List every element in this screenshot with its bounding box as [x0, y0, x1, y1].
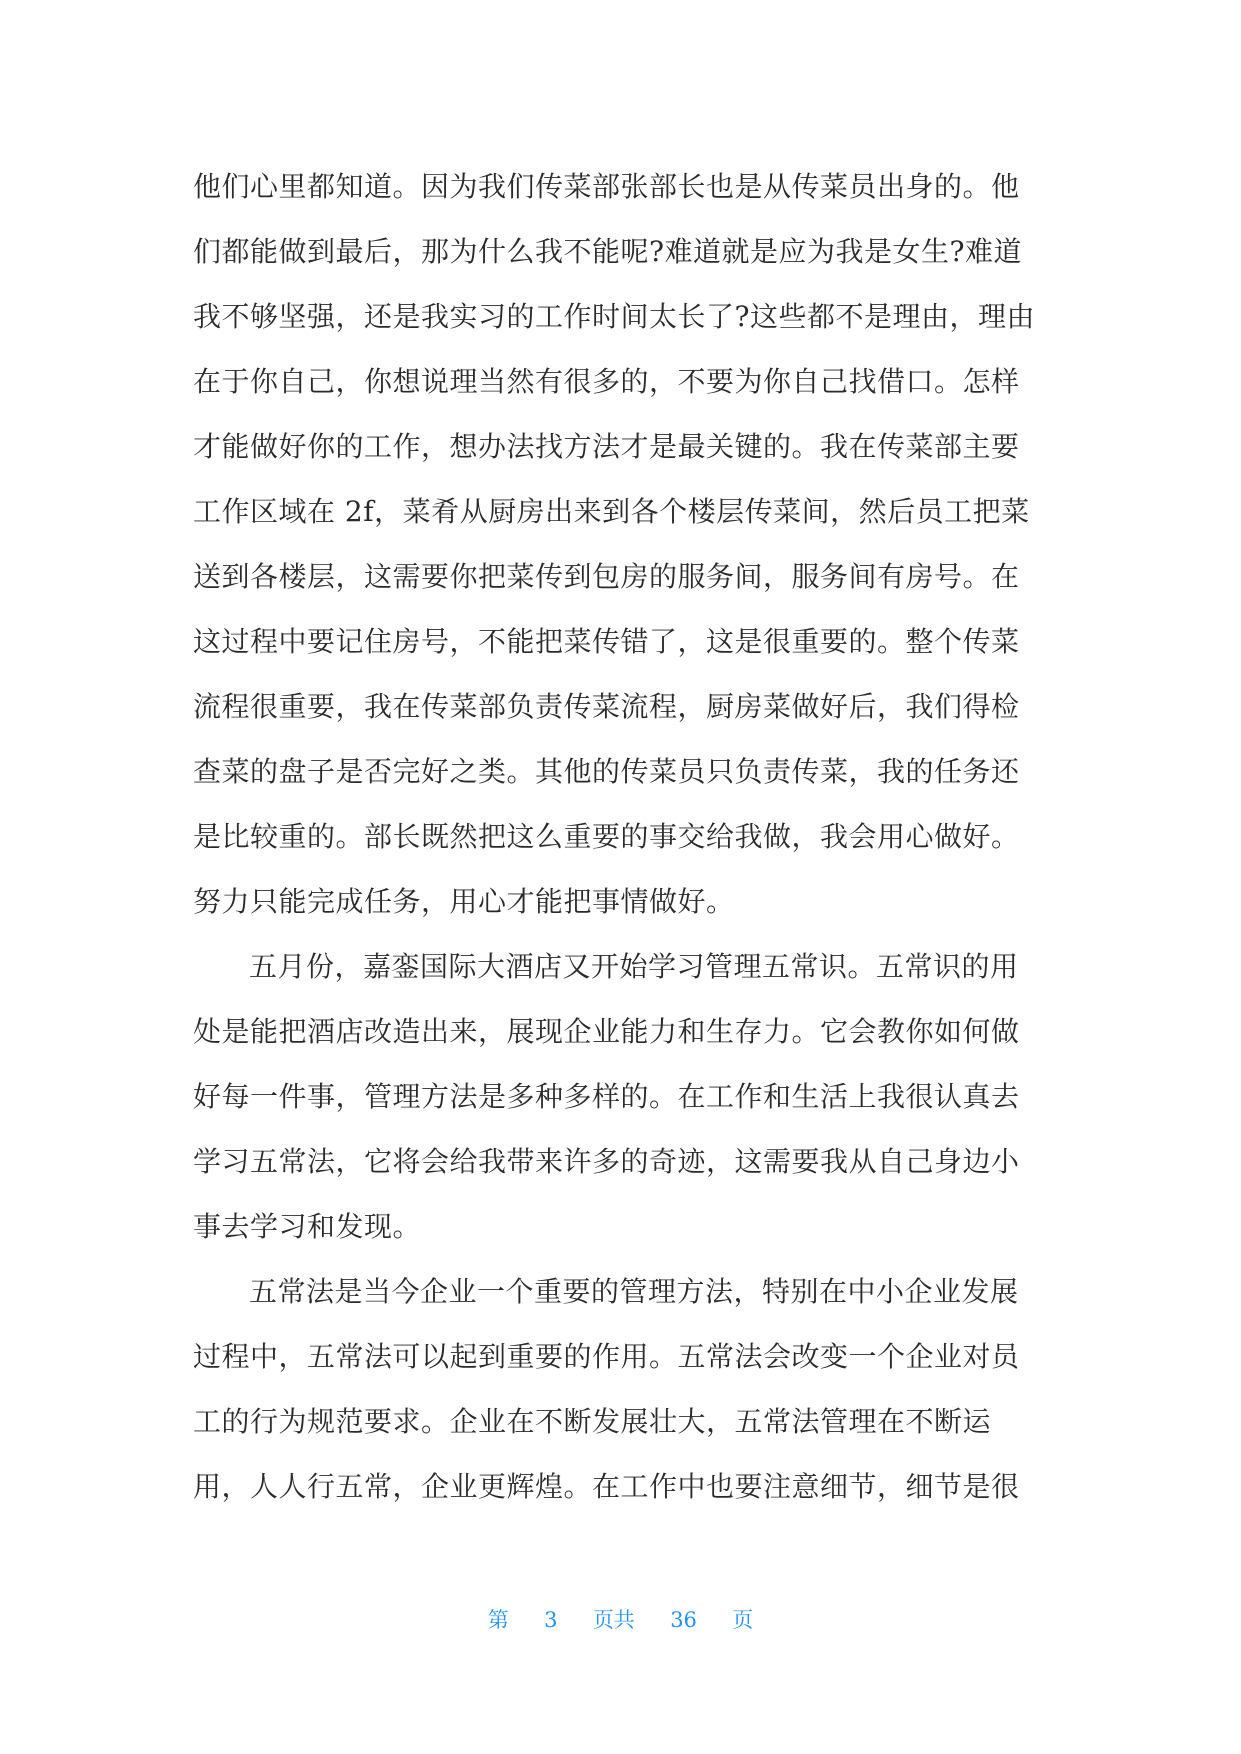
total-pages-number: 36 [670, 1608, 697, 1632]
text-line: 用，人人行五常，企业更辉煌。在工作中也要注意细节，细节是很 [193, 1470, 1020, 1503]
text-line: 工作区域在 2f，菜肴从厨房出来到各个楼层传菜间，然后员工把菜 [193, 495, 1030, 528]
text-line: 学习五常法，它将会给我带来许多的奇迹，这需要我从自己身边小 [193, 1145, 1020, 1178]
text-line: 工的行为规范要求。企业在不断发展壮大，五常法管理在不断运 [193, 1405, 992, 1438]
paragraph-start-line: 五常法是当今企业一个重要的管理方法，特别在中小企业发展 [249, 1275, 1019, 1308]
footer-label-di: 第 [487, 1608, 509, 1632]
text-line: 过程中，五常法可以起到重要的作用。五常法会改变一个企业对员 [193, 1340, 1020, 1373]
text-line: 们都能做到最后，那为什么我不能呢?难道就是应为我是女生?难道 [193, 235, 1023, 268]
text-line: 努力只能完成任务，用心才能把事情做好。 [193, 885, 735, 918]
current-page-number: 3 [544, 1608, 558, 1632]
text-line: 才能做好你的工作，想办法找方法才是最关键的。我在传菜部主要 [193, 430, 1020, 463]
footer-label-ye: 页 [732, 1608, 754, 1632]
text-line: 在于你自己，你想说理当然有很多的，不要为你自己找借口。怎样 [193, 365, 1020, 398]
text-line: 事去学习和发现。 [193, 1210, 422, 1243]
document-body [193, 154, 1055, 1519]
page-footer [0, 1604, 1241, 1634]
text-line: 查菜的盘子是否完好之类。其他的传菜员只负责传菜，我的任务还 [193, 755, 1020, 788]
text-line: 是比较重的。部长既然把这么重要的事交给我做，我会用心做好。 [193, 820, 1020, 853]
paragraph-start-line: 五月份，嘉銮国际大酒店又开始学习管理五常识。五常识的用 [249, 950, 1019, 983]
text-line: 他们心里都知道。因为我们传菜部张部长也是从传菜员出身的。他 [193, 170, 1020, 203]
text-line: 我不够坚强，还是我实习的工作时间太长了?这些都不是理由，理由 [193, 300, 1036, 333]
text-line: 处是能把酒店改造出来，展现企业能力和生存力。它会教你如何做 [193, 1015, 1020, 1048]
text-line: 这过程中要记住房号，不能把菜传错了，这是很重要的。整个传菜 [193, 625, 1020, 658]
text-line: 流程很重要，我在传菜部负责传菜流程，厨房菜做好后，我们得检 [193, 690, 1020, 723]
text-line: 好每一件事，管理方法是多种多样的。在工作和生活上我很认真去 [193, 1080, 1020, 1113]
footer-label-ye-gong: 页共 [592, 1608, 635, 1632]
text-line: 送到各楼层，这需要你把菜传到包房的服务间，服务间有房号。在 [193, 560, 1020, 593]
